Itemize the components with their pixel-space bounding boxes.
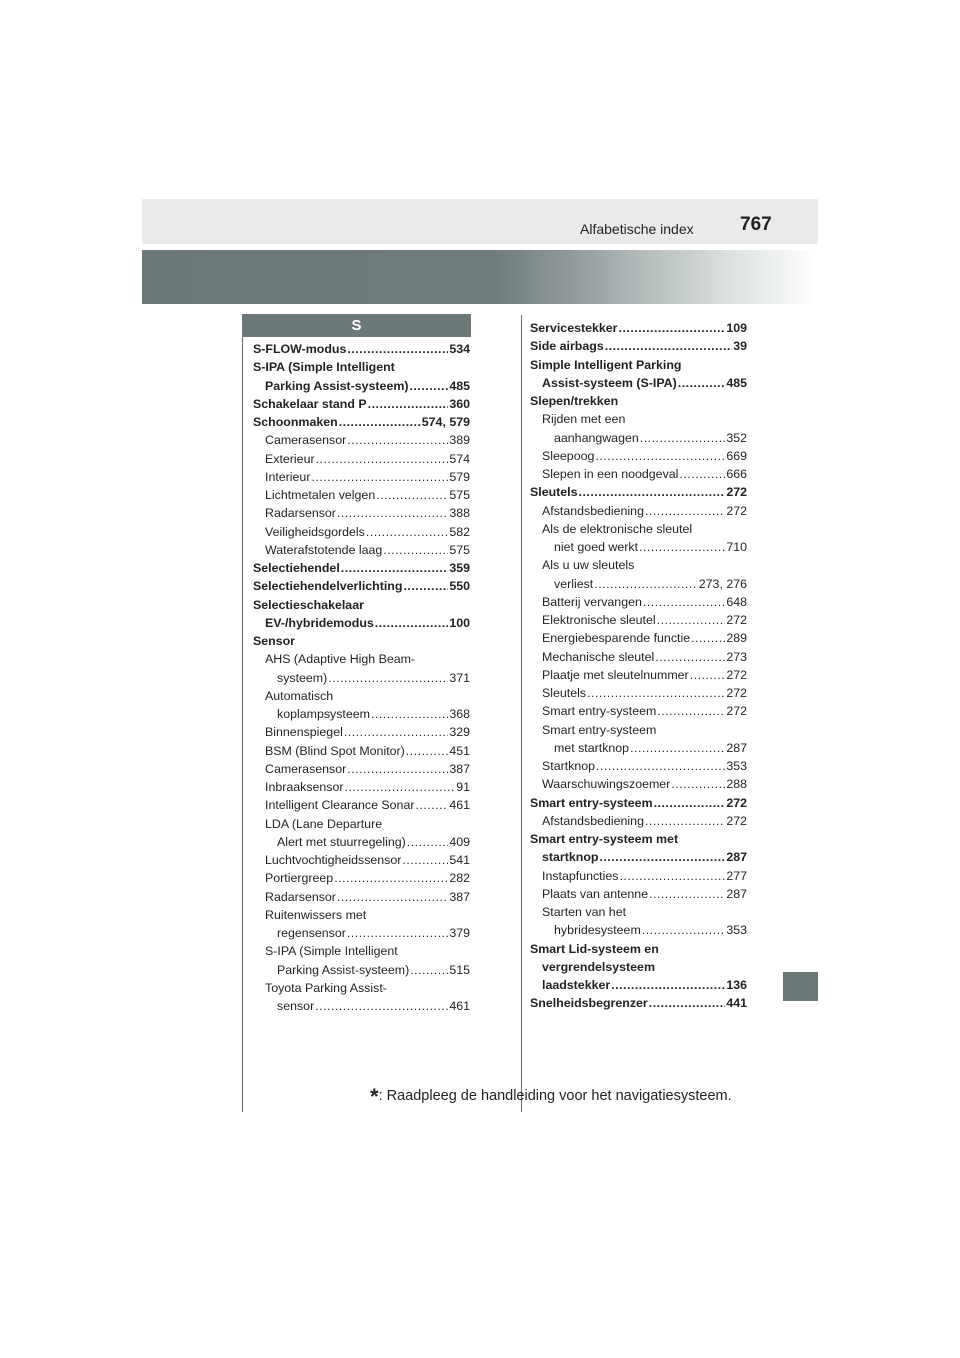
index-entry	[530, 502, 747, 520]
index-entry-page: 389	[449, 433, 470, 448]
index-entry-term: Smart entry-systeem met	[530, 832, 679, 846]
index-entry-term: Plaatje met sleutelnummer	[542, 667, 689, 682]
index-entry-page: 388	[449, 506, 470, 521]
index-entry	[530, 611, 747, 629]
index-entry	[530, 775, 747, 793]
index-entry-term: Afstandsbediening	[542, 503, 644, 518]
index-entry-page: 287	[726, 850, 747, 865]
index-entry-page: 534	[449, 342, 470, 356]
index-entry-term: AHS (Adaptive High Beam-	[265, 652, 416, 667]
dot-leader	[594, 575, 698, 593]
index-entry-page: 39	[733, 339, 747, 354]
dot-leader	[639, 538, 725, 556]
index-entry	[253, 924, 470, 942]
index-entry	[530, 374, 747, 392]
index-entry-page: 461	[449, 999, 470, 1013]
index-entry-term: Waterafstotende laag	[265, 542, 383, 557]
index-entry	[253, 669, 470, 687]
index-entry-term: Ruitenwissers met	[265, 907, 367, 922]
index-entry-term: Intelligent Clearance Sonar	[265, 798, 415, 813]
index-entry-page: 288	[726, 777, 747, 792]
dot-leader	[691, 629, 725, 647]
index-entry-term: regensensor	[277, 926, 346, 940]
index-entry	[253, 596, 470, 614]
index-entry-term: Schoonmaken	[253, 415, 338, 429]
index-entry	[253, 687, 470, 705]
index-entry	[253, 632, 470, 650]
index-entry	[530, 392, 747, 410]
index-entry-page: 352	[726, 430, 747, 445]
index-entry-page: 710	[726, 540, 747, 554]
index-entry-page: 273	[726, 649, 747, 664]
index-entry-term: Selectieschakelaar	[253, 597, 364, 612]
index-entry	[530, 812, 747, 830]
dot-leader	[337, 888, 448, 906]
dot-leader	[366, 523, 448, 541]
index-entry	[253, 541, 470, 559]
dot-leader	[643, 593, 725, 611]
dot-leader	[407, 833, 449, 851]
index-entry	[253, 358, 470, 376]
index-entry	[530, 593, 747, 611]
index-entry-term: Sleutels	[542, 686, 587, 700]
index-entry-term: startknop	[542, 850, 599, 865]
index-entry-term: systeem)	[277, 670, 328, 685]
index-entry	[530, 429, 747, 447]
index-entry	[253, 577, 470, 595]
index-entry-term: Parking Assist-systeem)	[265, 378, 409, 393]
index-entry-term: Interieur	[265, 469, 311, 484]
dot-leader	[375, 614, 449, 632]
dot-leader	[619, 867, 725, 885]
dot-leader	[605, 337, 733, 355]
dot-leader	[315, 997, 448, 1015]
dot-leader	[334, 869, 448, 887]
footnote	[370, 1084, 732, 1110]
index-entry-term: Waarschuwingszoemer	[542, 777, 671, 792]
index-entry-page: 368	[449, 707, 470, 721]
index-entry-term: Schakelaar stand P	[253, 396, 367, 411]
dot-leader	[655, 648, 725, 666]
dot-leader	[611, 976, 725, 994]
index-entry	[530, 465, 747, 483]
index-letter-heading: S	[242, 314, 471, 337]
dot-leader	[383, 541, 448, 559]
index-entry-term: Side airbags	[530, 339, 604, 354]
index-entry-term: S-IPA (Simple Intelligent	[253, 360, 395, 375]
dot-leader	[368, 395, 449, 413]
dot-leader	[311, 468, 448, 486]
index-entry-term: S-FLOW-modus	[253, 342, 347, 356]
dot-leader	[649, 994, 726, 1012]
dot-leader	[347, 431, 448, 449]
dot-leader	[587, 684, 725, 702]
dot-leader	[371, 705, 448, 723]
index-entry-term: Radarsensor	[265, 506, 336, 521]
index-entry-page: 451	[449, 743, 470, 758]
index-entry-term: Automatisch	[265, 688, 334, 703]
index-entry	[530, 721, 747, 739]
dot-leader	[347, 924, 448, 942]
index-entry-term: koplampsysteem	[277, 707, 370, 721]
index-entry-page: 136	[726, 978, 747, 992]
index-entry	[530, 867, 747, 885]
index-entry-page: 287	[726, 740, 747, 755]
index-entry	[253, 888, 470, 906]
index-entry	[530, 976, 747, 994]
index-entry-page: 387	[449, 761, 470, 776]
index-entry	[253, 450, 470, 468]
dot-leader	[654, 794, 726, 812]
dot-leader	[657, 702, 725, 720]
index-entry	[530, 702, 747, 720]
footnote-marker: *	[370, 1084, 379, 1109]
index-entry	[253, 377, 470, 395]
index-entry-term: Batterij vervangen	[542, 594, 642, 609]
dot-leader	[337, 504, 448, 522]
index-entry	[530, 629, 747, 647]
index-entry	[530, 556, 747, 574]
index-entry-page: 666	[726, 467, 747, 481]
index-entry	[530, 356, 747, 374]
index-entry	[253, 942, 470, 960]
index-entry-term: Startknop	[542, 759, 596, 773]
dot-leader	[415, 796, 448, 814]
index-entry	[253, 705, 470, 723]
index-entry-term: Selectiehendel	[253, 561, 340, 575]
dot-leader	[406, 742, 449, 760]
index-entry-page: 353	[726, 923, 747, 938]
index-entry-term: Snelheidsbegrenzer	[530, 996, 648, 1011]
index-entry-term: LDA (Lane Departure	[265, 816, 383, 831]
index-entry-page: 541	[449, 853, 470, 867]
index-entry-page: 282	[449, 871, 470, 886]
index-entry-term: Slepen/trekken	[530, 394, 619, 408]
index-entry-term: niet goed werkt	[554, 540, 639, 554]
index-entry-term: S-IPA (Simple Intelligent	[265, 944, 398, 959]
index-entry-term: Starten van het	[542, 905, 627, 919]
index-entry	[253, 760, 470, 778]
dot-leader	[376, 486, 448, 504]
index-entry	[530, 319, 747, 337]
index-entry	[253, 504, 470, 522]
index-entry-term: Smart Lid-systeem en	[530, 941, 659, 956]
index-entry-term: Elektronische sleutel	[542, 613, 656, 627]
index-entry	[253, 815, 470, 833]
column-divider-left	[242, 337, 243, 1112]
index-entry-term: Luchtvochtigheidssensor	[265, 853, 402, 867]
dot-leader	[630, 739, 725, 757]
index-entry-page: 550	[449, 579, 470, 594]
index-entry-page: 109	[726, 321, 747, 335]
dot-leader	[402, 851, 448, 869]
index-entry-page: 387	[449, 889, 470, 904]
index-entry	[253, 869, 470, 887]
dot-leader	[657, 611, 726, 629]
dot-leader	[599, 848, 725, 866]
index-entry	[253, 650, 470, 668]
dot-leader	[341, 559, 449, 577]
index-entry-page: 575	[449, 488, 470, 502]
index-entry-page: 272	[726, 795, 747, 810]
dot-leader	[690, 666, 726, 684]
index-entry	[253, 961, 470, 979]
index-entry-term: Smart entry-systeem	[542, 722, 657, 737]
index-entry-page: 648	[726, 594, 747, 609]
index-entry-page: 272	[726, 667, 747, 682]
dot-leader	[316, 450, 449, 468]
index-entry	[530, 575, 747, 593]
index-entry-term: Als de elektronische sleutel	[542, 521, 693, 536]
index-entry	[530, 666, 747, 684]
index-entry-term: Rijden met een	[542, 412, 626, 427]
index-entry	[530, 958, 747, 976]
index-entry-term: Plaats van antenne	[542, 886, 649, 901]
dot-leader	[645, 812, 725, 830]
index-entry-term: Instapfuncties	[542, 868, 619, 883]
dot-leader	[678, 374, 726, 392]
index-entry-term: Alert met stuurregeling)	[277, 834, 406, 849]
index-entry	[253, 742, 470, 760]
dot-leader	[640, 429, 726, 447]
dot-leader	[345, 778, 456, 796]
dot-leader	[642, 921, 726, 939]
index-entry	[530, 885, 747, 903]
index-entry-page: 461	[449, 798, 470, 813]
index-entry-page: 360	[449, 396, 470, 411]
index-entry-page: 485	[449, 378, 470, 393]
footnote-text: : Raadpleeg de handleiding voor het navigatiesysteem.	[378, 1088, 732, 1104]
index-entry-page: 272	[726, 503, 747, 518]
dot-leader	[347, 340, 448, 358]
running-header-title: Alfabetische index	[580, 221, 694, 237]
index-entry-term: Lichtmetalen velgen	[265, 488, 376, 502]
column-divider-middle	[521, 315, 522, 1112]
dot-leader	[403, 577, 448, 595]
index-entry-page: 272	[726, 704, 747, 719]
index-entry	[253, 979, 470, 997]
index-entry-term: met startknop	[554, 740, 630, 755]
dot-leader	[619, 319, 726, 337]
section-thumb-tab	[783, 972, 818, 1001]
index-entry-term: BSM (Blind Spot Monitor)	[265, 743, 405, 758]
index-column-2	[530, 319, 747, 1013]
index-entry-term: Mechanische sleutel	[542, 649, 655, 664]
index-entry-term: Smart entry-systeem	[542, 704, 657, 719]
index-entry	[253, 906, 470, 924]
index-entry-term: Camerasensor	[265, 433, 347, 448]
index-entry	[253, 559, 470, 577]
index-entry	[530, 684, 747, 702]
index-entry	[530, 940, 747, 958]
dot-leader	[645, 502, 725, 520]
index-entry-term: Radarsensor	[265, 889, 336, 904]
index-entry-page: 582	[449, 524, 470, 539]
index-entry-term: Parking Assist-systeem)	[277, 962, 410, 977]
index-entry-term: Simple Intelligent Parking	[530, 357, 682, 372]
index-entry-page: 287	[726, 886, 747, 901]
header-gradient-bar	[142, 250, 818, 304]
index-entry	[530, 994, 747, 1012]
dot-leader	[328, 669, 448, 687]
index-entry	[530, 739, 747, 757]
index-entry-term: Portiergreep	[265, 871, 334, 886]
index-entry-term: Camerasensor	[265, 761, 347, 776]
index-entry	[253, 523, 470, 541]
index-entry-page: 91	[456, 780, 470, 794]
index-entry	[253, 413, 470, 431]
dot-leader	[671, 775, 725, 793]
index-entry-term: Slepen in een noodgeval	[542, 467, 679, 481]
index-column-1	[253, 340, 470, 1015]
index-entry-page: 579	[449, 469, 470, 484]
index-entry-page: 485	[726, 375, 747, 390]
index-entry-term: aanhangwagen	[554, 430, 639, 445]
dot-leader	[596, 757, 725, 775]
index-entry	[530, 483, 747, 501]
index-entry-page: 409	[449, 834, 470, 849]
index-entry	[253, 851, 470, 869]
index-entry-page: 371	[449, 670, 470, 685]
page-number: 767	[740, 214, 772, 235]
dot-leader	[579, 483, 726, 501]
dot-leader	[595, 447, 725, 465]
index-entry-page: 441	[726, 996, 747, 1011]
index-entry-page: 272	[726, 813, 747, 828]
index-entry	[530, 410, 747, 428]
index-entry-term: Sleutels	[530, 485, 578, 500]
index-entry	[530, 794, 747, 812]
dot-leader	[649, 885, 725, 903]
index-entry-page: 379	[449, 926, 470, 940]
index-entry-term: Veiligheidsgordels	[265, 524, 365, 539]
index-entry	[253, 614, 470, 632]
index-entry-term: hybridesysteem	[554, 923, 641, 938]
index-entry-term: Selectiehendelverlichting	[253, 579, 403, 594]
index-entry-term: sensor	[277, 999, 315, 1013]
index-entry	[253, 340, 470, 358]
index-entry	[253, 431, 470, 449]
index-entry-page: 574	[449, 451, 470, 466]
index-entry	[253, 723, 470, 741]
index-entry-term: Afstandsbediening	[542, 813, 644, 828]
index-entry-term: Assist-systeem (S-IPA)	[542, 375, 677, 390]
index-entry	[530, 830, 747, 848]
dot-leader	[344, 723, 448, 741]
index-entry-page: 575	[449, 542, 470, 557]
index-entry	[253, 796, 470, 814]
index-entry-term: Smart entry-systeem	[530, 795, 653, 810]
index-entry-term: Toyota Parking Assist-	[265, 980, 387, 995]
index-entry-page: 515	[449, 962, 470, 977]
index-entry	[253, 468, 470, 486]
dot-leader	[339, 413, 421, 431]
index-entry-page: 289	[726, 631, 747, 646]
index-entry-page: 329	[449, 725, 470, 740]
index-entry	[530, 337, 747, 355]
index-entry-page: 100	[449, 615, 470, 630]
index-entry-term: Servicestekker	[530, 321, 618, 335]
index-entry-term: Als u uw sleutels	[542, 558, 635, 573]
index-entry-term: vergrendelsysteem	[542, 959, 655, 974]
index-entry-term: Sleepoog	[542, 448, 595, 463]
index-entry-term: EV-/hybridemodus	[265, 615, 374, 630]
index-entry-term: Inbraaksensor	[265, 780, 344, 794]
index-entry-page: 359	[449, 561, 470, 575]
header-band	[142, 199, 818, 244]
index-entry-page: 277	[726, 868, 747, 883]
index-entry	[530, 903, 747, 921]
index-entry	[253, 395, 470, 413]
dot-leader	[347, 760, 448, 778]
index-entry	[530, 921, 747, 939]
index-entry-term: Sensor	[253, 634, 296, 648]
index-entry-page: 272	[726, 613, 747, 627]
index-entry-term: verliest	[554, 576, 594, 591]
index-entry-page: 574, 579	[421, 415, 470, 429]
index-entry	[253, 486, 470, 504]
index-entry	[530, 757, 747, 775]
index-entry	[253, 997, 470, 1015]
dot-leader	[409, 377, 448, 395]
index-entry-page: 669	[726, 448, 747, 463]
index-entry	[530, 447, 747, 465]
index-entry-term: Energiebesparende functie	[542, 631, 691, 646]
index-entry	[530, 848, 747, 866]
index-entry	[530, 648, 747, 666]
index-entry-page: 272	[726, 485, 747, 500]
dot-leader	[679, 465, 725, 483]
index-entry-page: 272	[726, 686, 747, 700]
index-entry-page: 353	[726, 759, 747, 773]
dot-leader	[410, 961, 448, 979]
index-entry-term: Binnenspiegel	[265, 725, 343, 740]
index-entry-term: laadstekker	[542, 978, 611, 992]
index-entry	[530, 538, 747, 556]
index-entry	[530, 520, 747, 538]
index-entry-term: Exterieur	[265, 451, 315, 466]
index-entry	[253, 778, 470, 796]
index-entry-page: 273, 276	[698, 576, 747, 591]
index-entry	[253, 833, 470, 851]
